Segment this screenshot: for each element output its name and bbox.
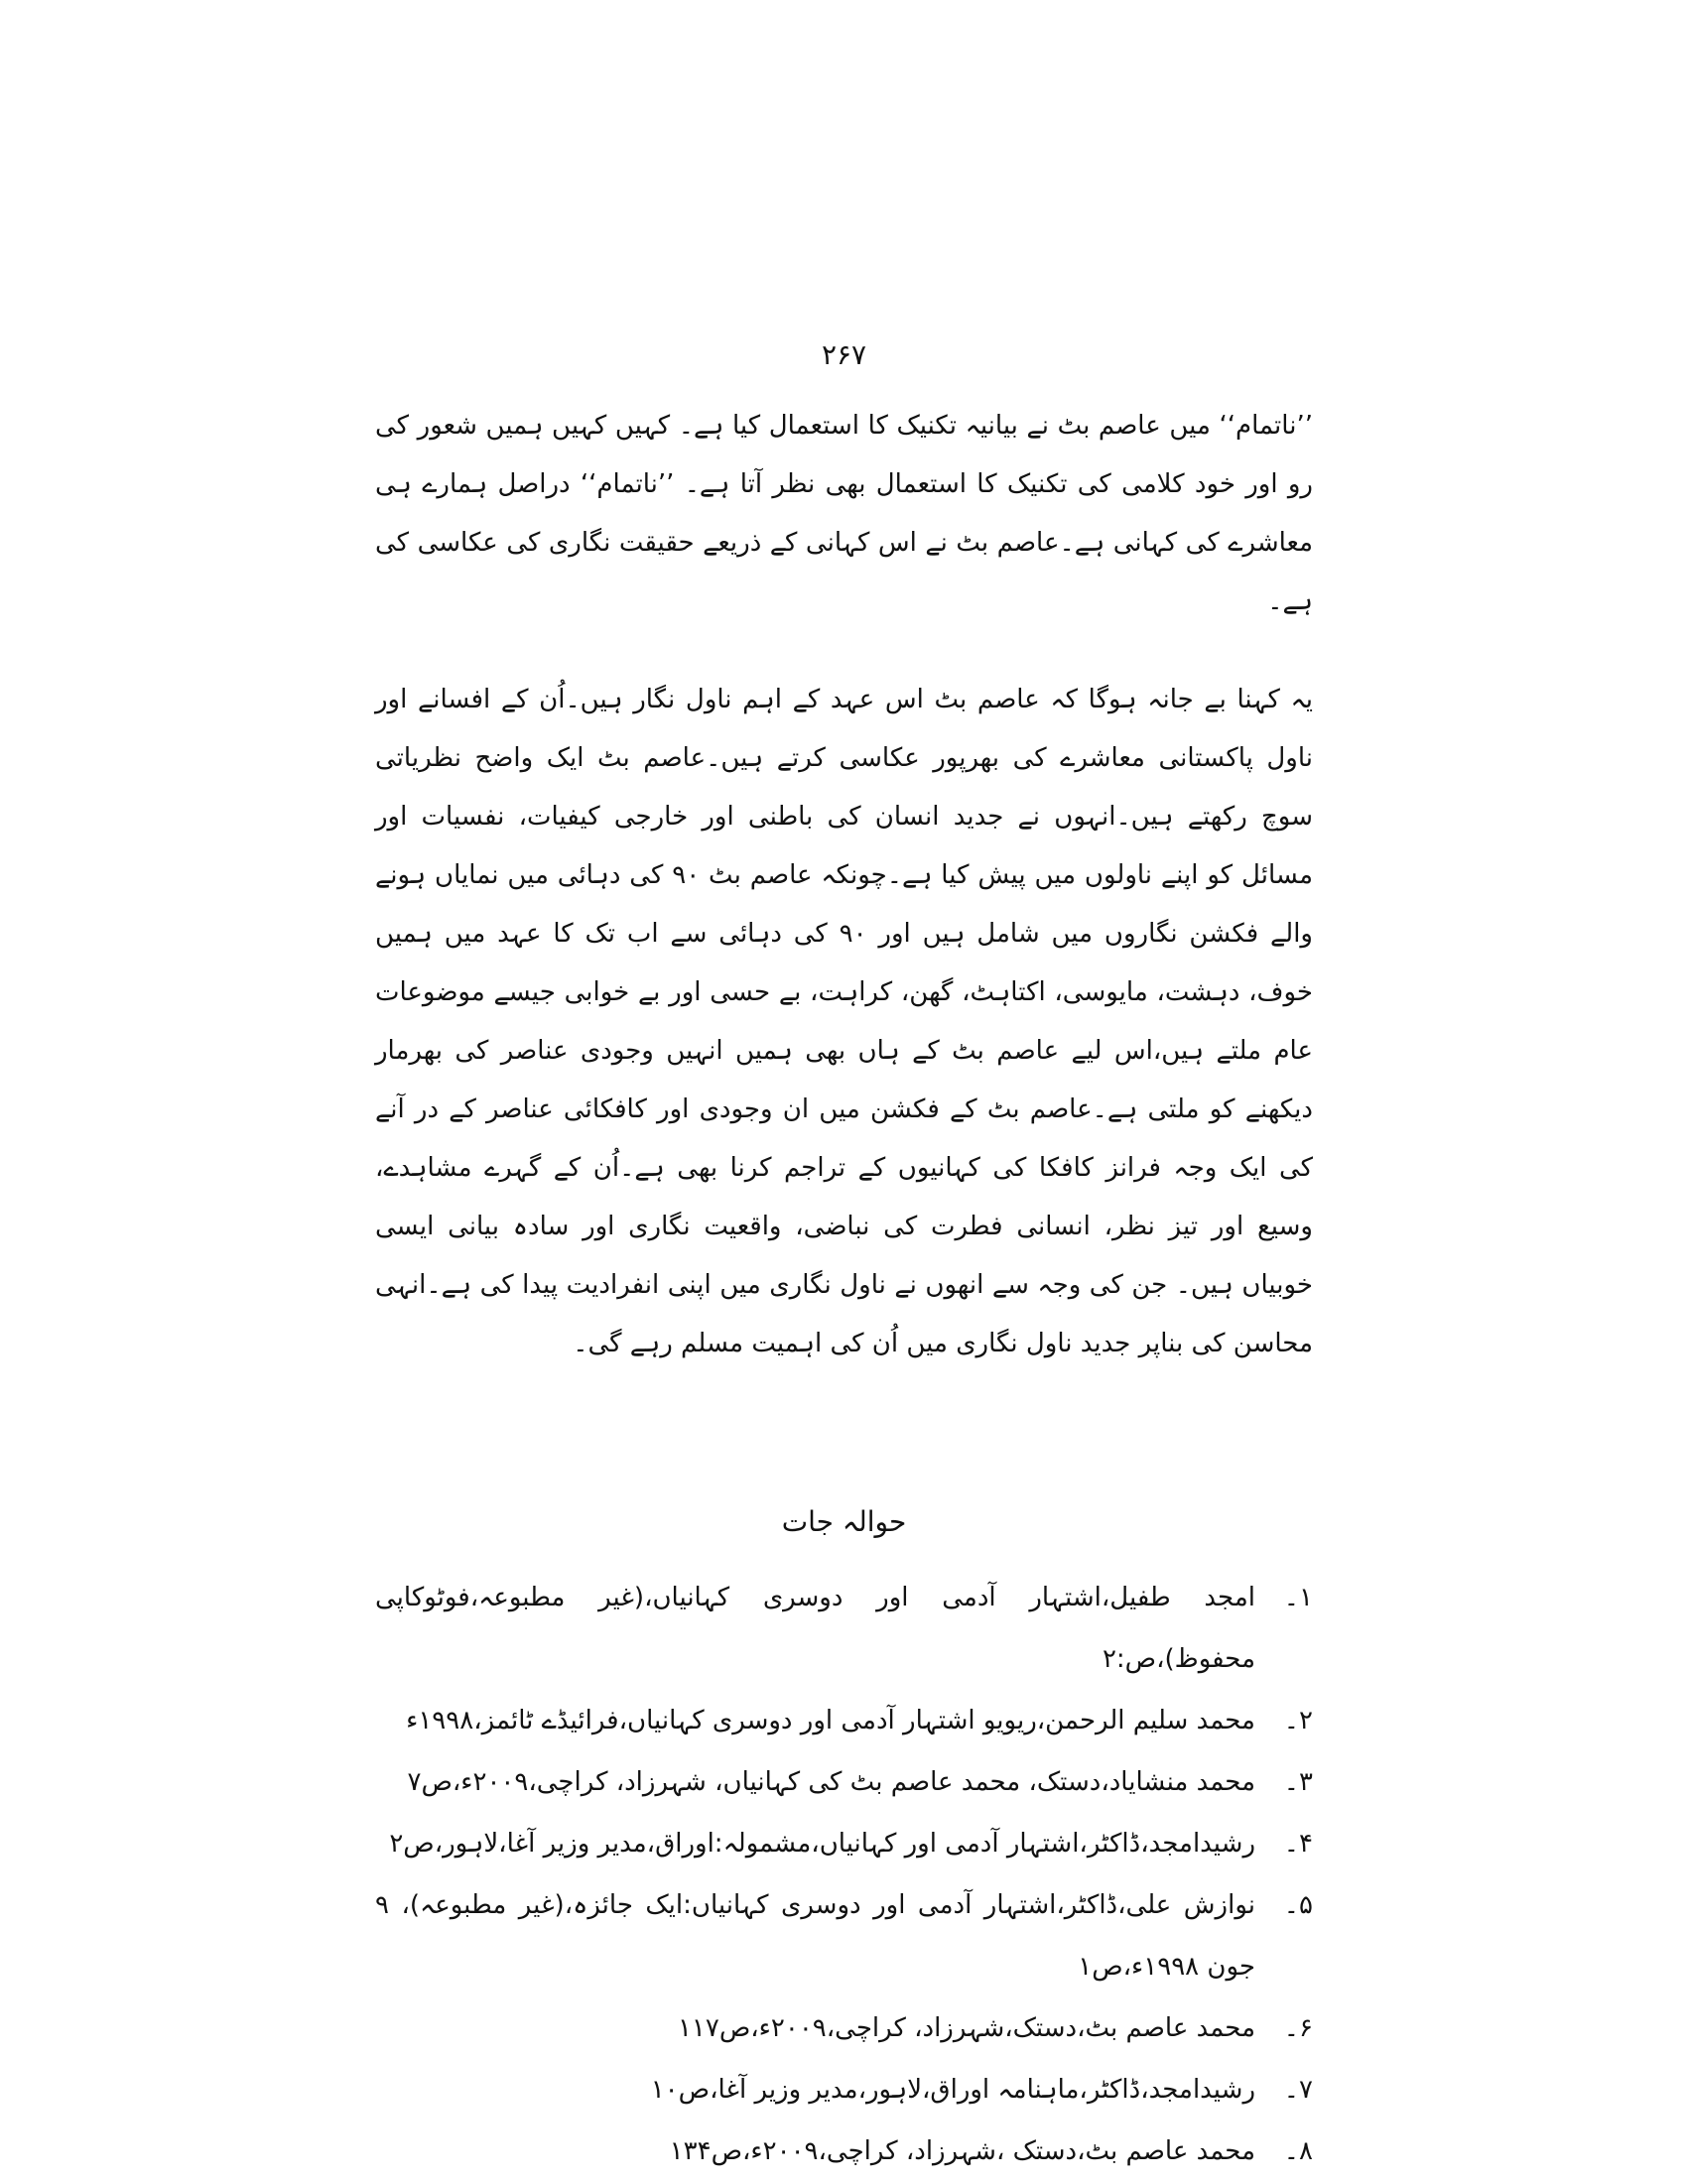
- reference-text: نوازش علی،ڈاکٹر،اشتہار آدمی اور دوسری کہانیاں:ایک جائزہ،(غیر مطبوعہ)، ۹ جون ۱۹۹۸ء،ص۱: [375, 1890, 1255, 1982]
- reference-number: ۲۔: [1283, 1706, 1313, 1735]
- reference-text: محمد سلیم الرحمن،ریویو اشتہار آدمی اور دوسری کہانیاں،فرائیڈے ٹائمز،۱۹۹۸ء: [406, 1706, 1255, 1735]
- reference-text: محمد منشایاد،دستک، محمد عاصم بٹ کی کہانیاں، شہرزاد، کراچی،۲۰۰۹ء،ص۷: [407, 1767, 1255, 1797]
- reference-text: رشیدامجد،ڈاکٹر،اشتہار آدمی اور کہانیاں،مشمولہ:اوراق،مدیر وزیر آغا،لاہور،ص۲: [389, 1829, 1255, 1859]
- reference-text: محمد عاصم بٹ،دستک ،شہرزاد، کراچی،۲۰۰۹ء،ص۱۳۴: [669, 2136, 1255, 2166]
- reference-number: ۸۔: [1283, 2136, 1313, 2166]
- reference-number: ۵۔: [1283, 1890, 1313, 1920]
- reference-item-6: [375, 1997, 1313, 2059]
- reference-number: ۳۔: [1283, 1767, 1313, 1797]
- reference-number: ۴۔: [1283, 1829, 1313, 1859]
- reference-item-4: [375, 1813, 1313, 1874]
- reference-text: محمد عاصم بٹ،دستک،شہرزاد، کراچی،۲۰۰۹ء،ص۱۱۷: [677, 2013, 1255, 2043]
- reference-item-7: [375, 2059, 1313, 2120]
- reference-item-3: [375, 1751, 1313, 1813]
- page-number: ۲۶۷: [821, 338, 867, 371]
- reference-number: ۶۔: [1283, 2013, 1313, 2043]
- reference-text: رشیدامجد،ڈاکٹر،ماہنامہ اوراق،لاہور،مدیر وزیر آغا،ص۱۰: [650, 2075, 1255, 2105]
- reference-text: امجد طفیل،اشتہار آدمی اور دوسری کہانیاں،(غیر مطبوعہ،فوٹوکاپی محفوظ)،ص:۲: [375, 1583, 1255, 1674]
- reference-item-8: [375, 2120, 1313, 2182]
- reference-item-5: [375, 1874, 1313, 1997]
- reference-item-2: [375, 1690, 1313, 1751]
- reference-item-1: [375, 1567, 1313, 1690]
- references-heading: حوالہ جات: [781, 1505, 907, 1538]
- body-paragraph-1: ’’ناتمام‘‘ میں عاصم بٹ نے بیانیہ تکنیک کا استعمال کیا ہے۔ کہیں کہیں ہمیں شعور کی رو اور خود کلامی کی تکنیک کا استعمال بھی نظر آتا ہے۔ ’’ناتمام‘‘ دراصل ہمارے ہی معاشرے کی کہانی ہے۔عاصم بٹ نے اس کہانی کے ذریعے حقیقت نگاری کی عکاسی کی ہے۔: [375, 411, 1313, 616]
- page-content: [375, 397, 1313, 2182]
- reference-number: ۷۔: [1283, 2075, 1313, 2105]
- reference-number: ۱۔: [1283, 1583, 1313, 1612]
- references-list: [375, 1567, 1313, 2182]
- body-paragraph-2: یہ کہنا بے جانہ ہوگا کہ عاصم بٹ اس عہد کے اہم ناول نگار ہیں۔اُن کے افسانے اور ناول پاکستانی معاشرے کی بھرپور عکاسی کرتے ہیں۔عاصم بٹ ایک واضح نظریاتی سوچ رکھتے ہیں۔انہوں نے جدید انسان کی باطنی اور خارجی کیفیات، نفسیات اور مسائل کو اپنے ناولوں میں پیش کیا ہے۔چونکہ عاصم بٹ ۹۰ کی دہائی میں نمایاں ہونے والے فکشن نگاروں میں شامل ہیں اور ۹۰ کی دہائی سے اب تک کا عہد میں ہمیں خوف، دہشت، مایوسی، اکتاہٹ، گھن، کراہت، بے حسی اور بے خوابی جیسے موضوعات عام ملتے ہیں،اس لیے عاصم بٹ کے ہاں بھی ہمیں انہیں وجودی عناصر کی بھرمار دیکھنے کو ملتی ہے۔عاصم بٹ کے فکشن میں ان وجودی اور کافکائی عناصر کے در آنے کی ایک وجہ فرانز کافکا کی کہانیوں کے تراجم کرنا بھی ہے۔اُن کے گہرے مشاہدے، وسیع اور تیز نظر، انسانی فطرت کی نباضی، واقعیت نگاری اور سادہ بیانی ایسی خوبیاں ہیں۔ جن کی وجہ سے انھوں نے ناول نگاری میں اپنی انفرادیت پیدا کی ہے۔انہی محاسن کی بناپر جدید ناول نگاری میں اُن کی اہمیت مسلم رہے گی۔: [375, 685, 1314, 1358]
